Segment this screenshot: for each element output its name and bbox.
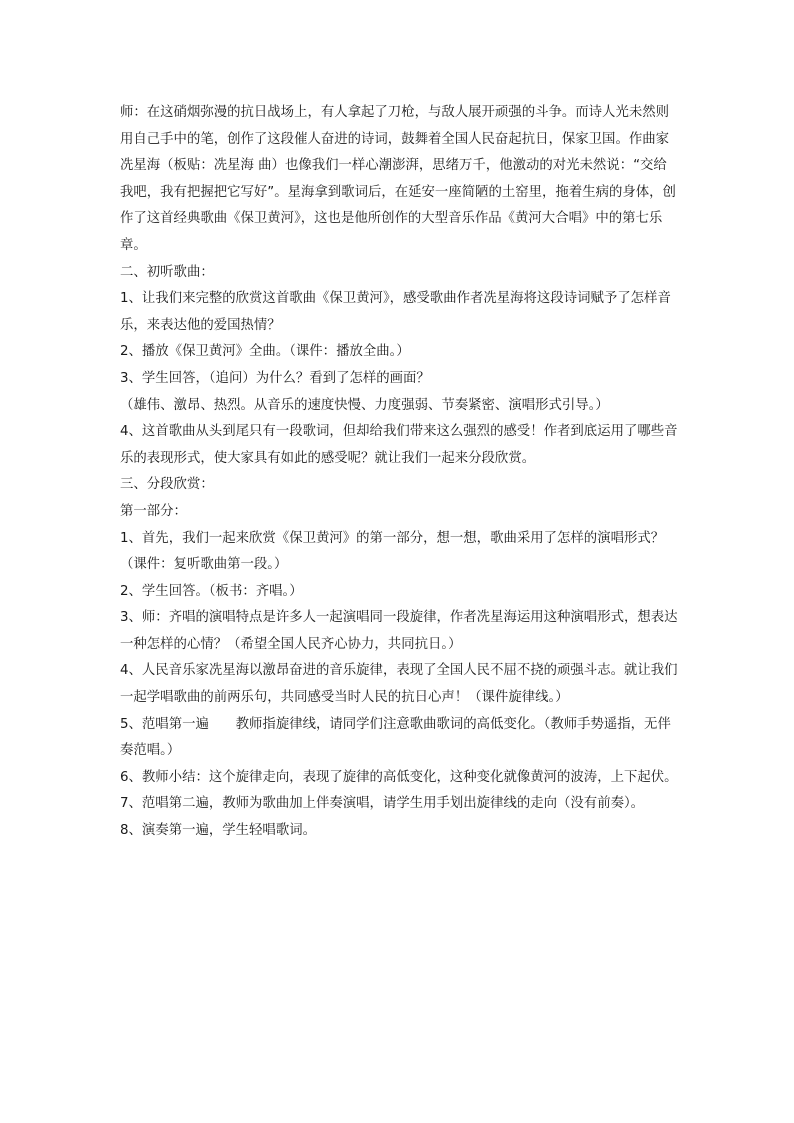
paragraph-step: 5、范唱第一遍 教师指旋律线，请同学们注意歌曲歌词的高低变化。（教师手势遥指，无伴奏范唱。）: [120, 716, 671, 759]
paragraph-step: 4、这首歌曲从头到尾只有一段歌词，但却给我们带来这么强烈的感受！作者到底运用了哪些音乐的表现形式，使大家具有如此的感受呢？就让我们一起来分段欣赏。: [120, 424, 678, 466]
paragraph-step: 2、学生回答。（板书：齐唱。）: [120, 583, 303, 599]
subsection-heading-part-one: 第一部分：: [120, 503, 187, 519]
document-body: [120, 100, 680, 845]
paragraph-step: 8、演奏第一遍，学生轻唱歌词。: [120, 823, 316, 839]
paragraph-step: 7、范唱第二遍，教师为歌曲加上伴奏演唱，请学生用手划出旋律线的走向（没有前奏）。: [120, 796, 645, 812]
section-heading-first-listen: 二、初听歌曲：: [120, 264, 214, 280]
paragraph-step: 3、学生回答，（追问）为什么？看到了怎样的画面？: [120, 370, 430, 386]
paragraph-note: （雄伟、激昂、热烈。从音乐的速度快慢、力度强弱、节奏紧密、演唱形式引导。）: [120, 397, 609, 413]
paragraph-step: 2、播放《保卫黄河》全曲。（课件：播放全曲。）: [120, 344, 410, 360]
section-heading-segment-listen: 三、分段欣赏：: [120, 477, 214, 493]
paragraph-step: 1、首先，我们一起来欣赏《保卫黄河》的第一部分，想一想，歌曲采用了怎样的演唱形式？（课件：复听歌曲第一段。）: [120, 530, 665, 573]
paragraph-step: 3、师：齐唱的演唱特点是许多人一起演唱同一段旋律，作者冼星海运用这种演唱形式，想表达一种怎样的心情？（希望全国人民齐心协力，共同抗日。）: [120, 610, 678, 652]
paragraph-step: 4、人民音乐家冼星海以激昂奋进的音乐旋律，表现了全国人民不屈不挠的顽强斗志。就让我们一起学唱歌曲的前两乐句，共同感受当时人民的抗日心声！（课件旋律线。）: [120, 663, 678, 706]
paragraph-step: 1、让我们来完整的欣赏这首歌曲《保卫黄河》，感受歌曲作者冼星海将这段诗词赋予了怎样音乐，来表达他的爱国热情？: [120, 291, 671, 333]
paragraph-intro: 师：在这硝烟弥漫的抗日战场上，有人拿起了刀枪，与敌人展开顽强的斗争。而诗人光未然则用自己手中的笔，创作了这段催人奋进的诗词，鼓舞着全国人民奋起抗日，保家卫国。作曲家冼星海（板贴：冼星海 曲）也像我们一样心潮澎湃，思绪万千，他激动的对光未然说：“交给我吧，我有把握把它写好”。星海拿到歌词后，在延安一座简陋的土窑里，拖着生病的身体，创作了这首经典歌曲《保卫黄河》，这也是他所创作的大型音乐作品《黄河大合唱》中的第七乐章。: [120, 105, 676, 253]
paragraph-step: 6、教师小结：这个旋律走向，表现了旋律的高低变化，这种变化就像黄河的波涛，上下起伏。: [120, 769, 678, 785]
